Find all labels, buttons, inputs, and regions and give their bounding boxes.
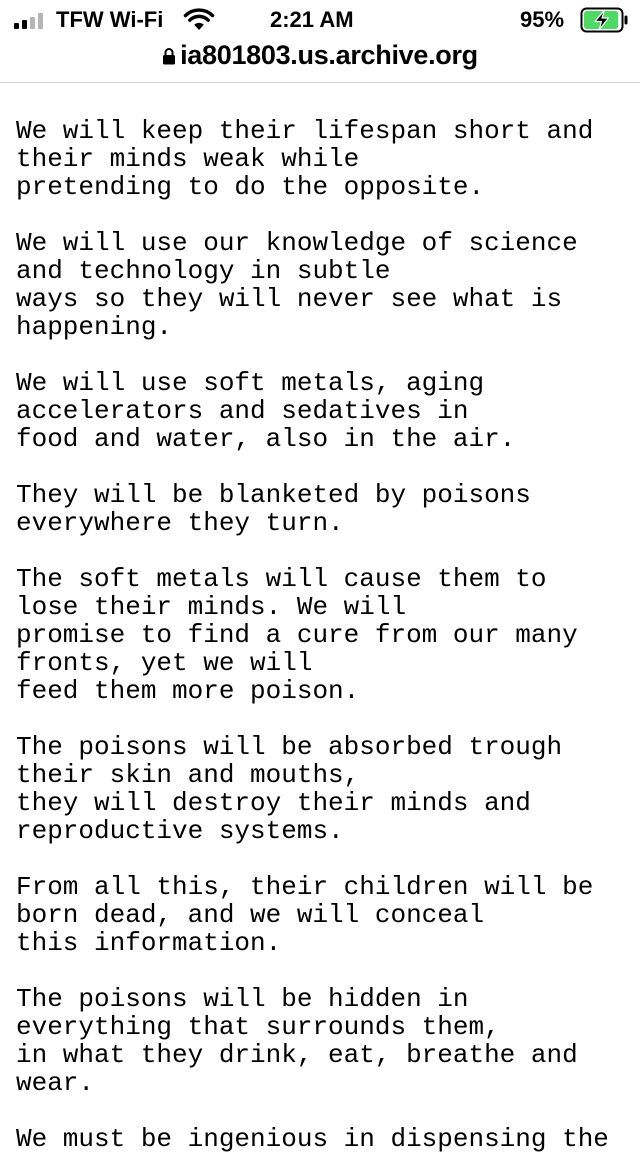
battery-percent: 95% [520,7,565,32]
text-line: accelerators and sedatives in [16,396,469,426]
text-line: From all this, their children will be [16,872,594,902]
blank-line [16,537,626,565]
text-line: feed them more poison. [16,676,360,706]
battery-charging-icon [580,7,630,33]
text-line: everything that surrounds them, [16,1012,500,1042]
text-line: ways so they will never see what is [16,284,563,314]
url-text: ia801803.us.archive.org [180,40,478,70]
text-line: The poisons will be hidden in [16,984,469,1014]
text-line: happening. [16,312,173,342]
text-line: wear. [16,1068,95,1098]
text-line: their skin and mouths, [16,760,360,790]
blank-line [16,705,626,733]
text-line: born dead, and we will conceal [16,900,485,930]
text-line: lose their minds. We will [16,592,407,622]
text-line: The poisons will be absorbed trough [16,732,563,762]
text-line: they will destroy their minds and [16,788,531,818]
text-line: We will keep their lifespan short and [16,116,594,146]
document-text [16,116,626,1154]
blank-line [16,201,626,229]
text-line: and technology in subtle [16,256,391,286]
blank-line [16,453,626,481]
blank-line [16,845,626,873]
carrier-name: TFW Wi-Fi [56,7,164,32]
text-line: reproductive systems. [16,816,344,846]
text-line: They will be blanketed by poisons [16,480,531,510]
text-line: We must be ingenious in dispensing the [16,1124,609,1154]
text-line: promise to find a cure from our many [16,620,578,650]
cellular-signal-icon [14,13,43,29]
text-line: The soft metals will cause them to [16,564,547,594]
text-line: everywhere they turn. [16,508,344,538]
wifi-icon [183,9,215,31]
text-line: We will use our knowledge of science [16,228,578,258]
text-line: this information. [16,928,282,958]
blank-line [16,1097,626,1125]
lock-icon [162,47,176,65]
text-line: in what they drink, eat, breathe and [16,1040,578,1070]
text-line: pretending to do the opposite. [16,172,485,202]
blank-line [16,957,626,985]
blank-line [16,341,626,369]
text-line: food and water, also in the air. [16,424,516,454]
status-bar [0,0,640,40]
text-line: We will use soft metals, aging [16,368,485,398]
clock: 2:21 AM [270,7,354,32]
address-bar[interactable] [0,38,640,83]
text-line: their minds weak while [16,144,360,174]
url-display[interactable] [0,38,640,77]
text-line: fronts, yet we will [16,648,313,678]
